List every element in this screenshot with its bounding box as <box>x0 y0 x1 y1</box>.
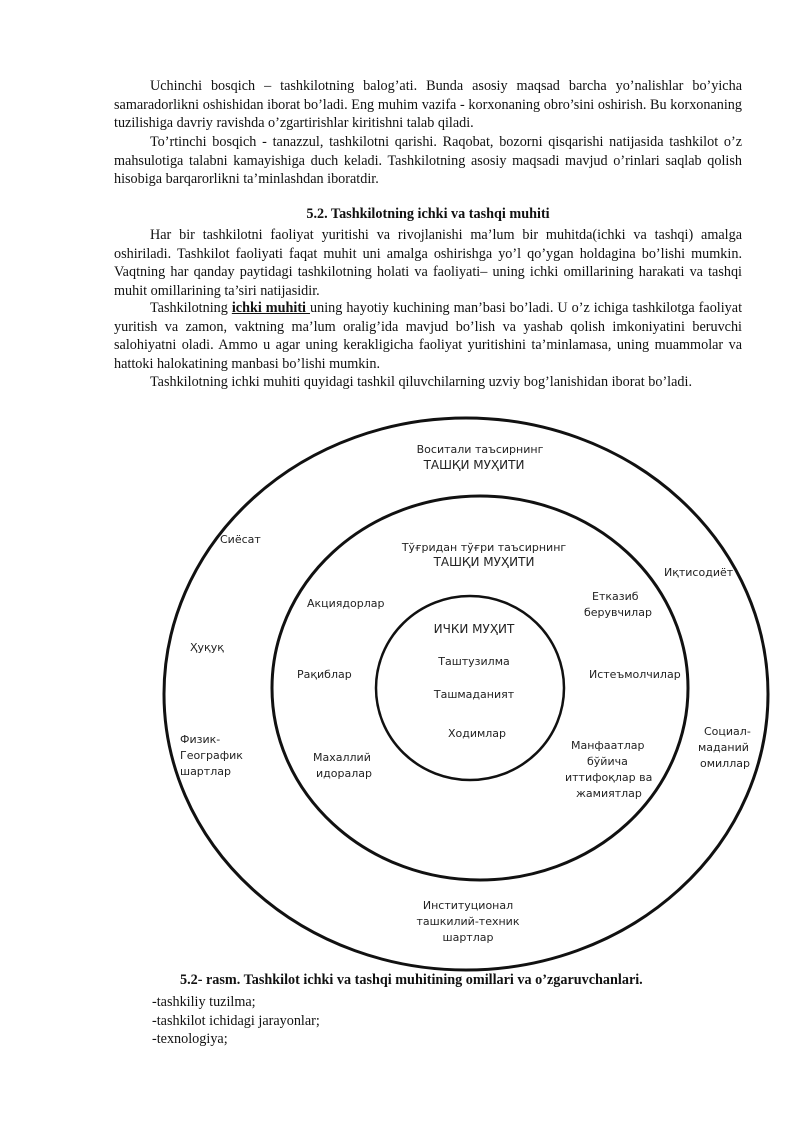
label-etkazib-line1: Етказиб <box>592 590 639 603</box>
label-manfaat-line3: иттифоқлар ва <box>565 771 653 784</box>
label-sotsial-line2: маданий <box>698 741 749 754</box>
inner-title: ИЧКИ МУҲИТ <box>433 622 515 636</box>
label-inst-line1: Институционал <box>422 899 514 912</box>
section-heading: 5.2. Tashkilotning ichki va tashqi muhiti <box>306 206 550 222</box>
outer-title-line1: Воситали таъсирнинг <box>416 443 544 456</box>
inner-item-structure: Таштузилма <box>438 655 510 668</box>
label-huquq: Ҳуқуқ <box>190 641 224 654</box>
label-mahalliy-line1: Махаллий <box>313 751 371 764</box>
p4-start: Tashkilotning <box>150 300 232 316</box>
list-item: -tashkilot ichidagi jarayonlar; <box>152 1012 320 1029</box>
label-fizik-line1: Физик- <box>180 733 221 746</box>
label-raqib: Рақиблар <box>297 668 352 681</box>
paragraph-stage-three: Uchinchi bosqich – tashkilotning balog’ati. Bunda asosiy maqsad barcha yo’nalishlar bo’yicha samaradorlikni oshishidan iborat bo’ladi. Eng muhim vazifa - korxonaning obro’sini oshirish. Bu korxonaning tuzilishiga davriy ravishda o’zgartirishlar kiritishni talab qiladi. <box>114 78 742 132</box>
label-siyosat: Сиёсат <box>220 533 261 546</box>
list-item: -texnologiya; <box>152 1031 228 1048</box>
label-inst-line2: ташкилий-техник <box>416 915 520 928</box>
term-internal-environment: ichki muhiti <box>231 300 311 316</box>
inner-item-culture: Ташмаданият <box>433 688 515 701</box>
label-etkazib-line2: берувчилар <box>584 606 652 619</box>
figure-caption: 5.2- rasm. Tashkilot ichki va tashqi muhitining omillari va o’zgaruvchanlari. <box>180 972 643 988</box>
label-manfaat-line1: Манфаатлар <box>571 739 645 752</box>
label-inst-line3: шартлар <box>442 931 494 944</box>
label-sotsial-line1: Социал- <box>704 725 751 738</box>
label-mahalliy-line2: идоралар <box>316 767 372 780</box>
paragraph-environment-text: Har bir tashkilotni faoliyat yuritishi va rivojlanishi ma’lum bir muhitda(ichki va tashqi) amalga oshiriladi. Tashkilot faoliyati faqat muhit uni amalga oshirishga yo’l qo’ygan holdagina bo’lishi mumkin. Vaqtning har qanday paytidagi tashkilotning holati va faoliyati– uning ichki omillarining harakati va tashqi muhit omillarining ta’siri natijasidir. <box>114 227 742 299</box>
component-list <box>152 993 320 1049</box>
label-iqtisod: Иқтисодиёт <box>664 566 734 579</box>
middle-title-line2: ТАШҚИ МУҲИТИ <box>433 555 535 569</box>
label-sotsial-line3: омиллар <box>700 757 750 770</box>
outer-title-line2: ТАШҚИ МУҲИТИ <box>423 458 525 472</box>
p4-rest: uning hayotiy kuchining man’basi bo’ladi. U o’z ichiga tashkilotga faoliyat yuritish va zamon, vaktning ma’lum oralig’ida mavjud bo’lish va yashab qolish imkoniyatini beruvchi salohiyatni oladi. Ammo u agar uning kerakligicha faoliyat yuritishini ta’minlamasa, uning muammolar va hattoki halokatining manbasi bo’lishi mumkin. <box>114 300 743 372</box>
inner-item-staff: Ходимлар <box>447 727 507 740</box>
label-manfaat-line4: жамиятлар <box>576 787 642 800</box>
label-fizik-line3: шартлар <box>180 765 231 778</box>
label-istemol: Истеъмолчилар <box>589 668 681 681</box>
label-aktsiyador: Акциядорлар <box>307 597 385 610</box>
label-fizik-line2: Географик <box>180 749 243 762</box>
label-manfaat-line2: бўйича <box>587 755 628 768</box>
middle-title-line1: Тўғридан тўғри таъсирнинг <box>401 541 567 554</box>
list-item: -tashkiliy tuzilma; <box>152 994 256 1010</box>
paragraph-components: Tashkilotning ichki muhiti quyidagi tashkil qiluvchilarning uzviy bog’lanishidan iborat bo’ladi. <box>150 374 692 390</box>
paragraph-stage-four: To’rtinchi bosqich - tanazzul, tashkilotni qarishi. Raqobat, bozorni qisqarishi natijasida tashkilot o’z mahsulotiga talabni kamayishiga duch keladi. Tashkilotning asosiy maqsadi mavjud o’rinlari saqlab qolish hisobiga barqarorlikni ta’minlashdan iboratdir. <box>114 134 742 188</box>
